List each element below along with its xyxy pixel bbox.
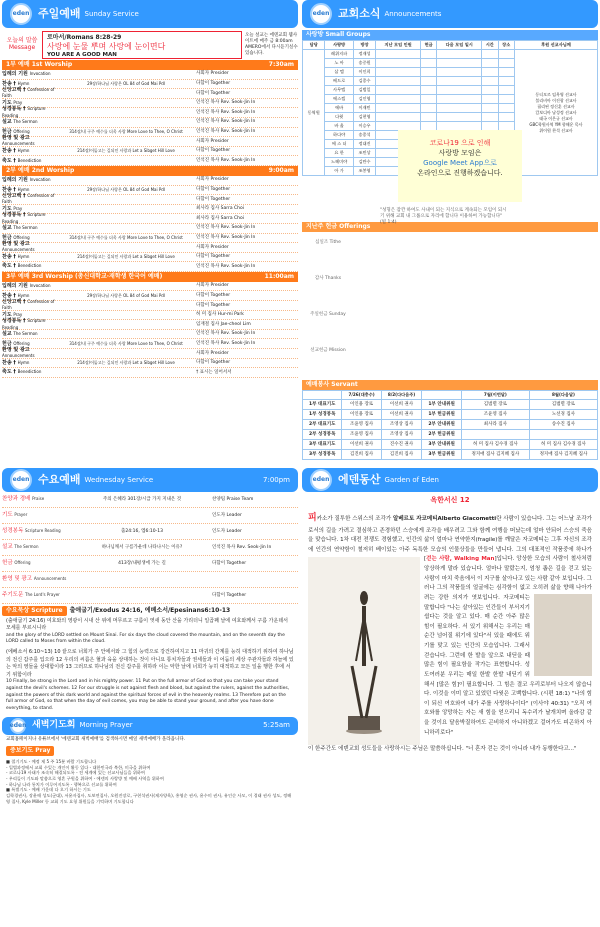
sg-head: 장소 — [498, 41, 514, 50]
order-row — [2, 195, 298, 205]
sunday-subtitle: Sunday Service — [84, 9, 139, 18]
wed-order-row — [2, 524, 298, 540]
prayer-line: - 하나님 나라 통치가 이루어지도록 - 행복으로 선교를 위하여 — [6, 781, 117, 787]
church-logo: eden — [10, 3, 32, 25]
sg-head: 방장 — [353, 41, 375, 50]
sculpture-photo — [534, 594, 592, 676]
servant-cell: 허 미 집사 김수경 집사 — [529, 440, 597, 450]
order-element: 기도 Pray — [2, 311, 23, 318]
sg-name: 에바 — [325, 104, 353, 113]
left-column — [2, 0, 298, 378]
wednesday-title: 수요예배 — [38, 473, 81, 487]
prayer-line: - 코로나19 사태가 조속히 해결되도록 - 전 세계에 있는 선교사님들을 위하여 — [6, 770, 145, 776]
sg-lead: 김만수 — [353, 158, 375, 167]
wednesday-time: 7:00pm — [263, 475, 290, 484]
wed-order-row — [2, 540, 298, 556]
sg-name: 느헤미야 — [325, 158, 353, 167]
order-element: 축도 † Benediction — [2, 157, 42, 164]
sg-lead: 김현영 — [353, 113, 375, 122]
order-element: 찬송 † Hymn — [2, 253, 30, 260]
sg-lead: 김종수 — [353, 77, 375, 86]
sg-lead: 조민상 — [353, 149, 375, 158]
order-row — [2, 118, 298, 128]
sg-lead: 조봉영 — [353, 167, 375, 176]
wed-order-element: 찬양과 경배 Praise — [2, 496, 45, 503]
order-detail: 314장/내 구주 예수를 더욱 사랑 More Love to Thee, O Christ — [69, 128, 183, 134]
order-element: 축도 † Benediction — [2, 369, 42, 376]
order-element: 찬송 † Hymn — [2, 186, 30, 193]
sg-name: 노 아 — [325, 59, 353, 68]
servant-cell: 3부 헌금위원 — [422, 450, 461, 460]
servant-cell: 1부 헌금위원 — [422, 410, 461, 420]
covid-notice: 코로나19 으로 인해 사랑방 모임은 Google Meet App으로 온라인으로 진행하겠습니다. — [398, 130, 522, 202]
order-person: 사회자 Presider — [196, 138, 229, 144]
sg-lead: 김인영 — [353, 95, 375, 104]
sg-lead: 송중원 — [353, 59, 375, 68]
worship2-header — [2, 166, 298, 176]
servant-cell — [529, 430, 597, 440]
order-element: 찬송 † Hymn — [2, 147, 30, 154]
message-ref: 로마서/Romans 8:28-29 — [47, 34, 122, 41]
order-element: 설교 The Sermon — [2, 119, 38, 126]
wed-order-element: 주기도문 The Lord's Prayer — [2, 592, 60, 599]
order-row — [2, 137, 298, 147]
sg-name: 삼 엘 — [325, 68, 353, 77]
offering-item: 선교헌금 Mission — [310, 348, 346, 353]
order-element: 환영 및 광고 Announcements — [2, 347, 35, 359]
order-row — [2, 262, 298, 272]
order-person: 인석진 목사 Rev. Seok-Jin In — [196, 225, 256, 231]
wed-order-person: 인석진 목사 Rev. Seok-Jin In — [212, 544, 272, 550]
message-title-en: YOU ARE A GOOD MAN — [47, 51, 117, 58]
order-person: 사회자 Presider — [196, 350, 229, 356]
sg-group: 동역원 — [303, 50, 325, 176]
sg-lead: 이승우 — [353, 122, 375, 131]
servant-cell: 김진희 집사 — [342, 450, 381, 460]
order-element: 환영 및 광고 Announcements — [2, 241, 35, 253]
right-column — [302, 0, 598, 460]
sg-lead: 김범일 — [353, 86, 375, 95]
order-element: 성경봉독 † Scripture Reading — [2, 212, 46, 224]
servant-head — [422, 391, 461, 400]
garden-banner — [302, 468, 598, 492]
message-note: 오늘 설교는 에덴교회 웹사이트에 매주 금 8:00am AMERO에서 다시듣기실수 있습니다. — [245, 33, 298, 56]
order-element: 입례의 기원 Invocation — [2, 71, 51, 78]
servant-head: 7/26(대충수) — [342, 391, 381, 400]
order-person: 임재철 집사 Jae-cheol Lim — [196, 321, 251, 327]
wed-scripture-head — [2, 606, 298, 616]
wednesday-banner — [2, 468, 298, 492]
message-title-ko: 사랑에 눈물 뿌며 사랑에 눈이면다 — [47, 41, 166, 51]
sg-head: 헌금 — [420, 41, 436, 50]
order-element: 헌금 Offering — [2, 340, 30, 347]
servant-row — [303, 410, 598, 420]
offering-item: 감사 Thanks — [314, 276, 342, 281]
sg-lead: 이인희 — [353, 68, 375, 77]
order-detail: 214장/어둡고는 깊되인 사랑과 Let a Sibget Hill Love — [77, 148, 175, 154]
church-logo-3: eden — [10, 718, 26, 734]
order-row — [2, 108, 298, 118]
wed-order-row — [2, 588, 298, 604]
order-person: 인석진 목사 Rev. Seok-Jin In — [196, 129, 256, 135]
order-element: 신앙고백 † Confession of Faith — [2, 87, 55, 99]
sg-missions: 동티모르 임옥영 선교사 불리비아 이진광 선교사 필리핀 정신훈 선교사 캄보디아 남성정 선교사 태국 이은규 선교사 GBC학원사역 YM 향해운 목사 위이원 찬석 선교사 — [514, 50, 597, 176]
order-person: 인석진 목사 Rev. Seok-Jin In — [196, 109, 256, 115]
wed-order-element: 설교 The Sermon — [2, 544, 39, 551]
offering-item: 주일헌금 Sunday — [310, 312, 346, 317]
wed-scripture-label: 수요묵상 Scripture — [2, 606, 67, 616]
message-box — [2, 30, 298, 60]
order-person: 사회자 Presider — [196, 283, 229, 289]
wed-order-element: 환영 및 광고 Announcements — [2, 576, 67, 583]
order-detail: 214장/어둡고는 깊되인 사랑과 Let a Sibget Hill Love — [77, 359, 175, 365]
order-element: 찬송 † Hymn — [2, 80, 30, 87]
worship1-time: 7:30am — [268, 61, 294, 69]
servant-cell: 조윤영 집사 — [342, 430, 381, 440]
servant-row — [303, 440, 598, 450]
handwritten-note: "성형은 잠깐 하여도 사내이 되는 지식으로 계속되는 모임이 되시기 위해 교회 내 그룹으로 자리에 합니다 이용하여 가능합니다" (빌 1:4) — [380, 208, 507, 225]
wed-order-person: 인도자 Leader — [212, 528, 242, 534]
sg-lead: 이재민 — [353, 104, 375, 113]
order-row — [2, 349, 298, 359]
order-person: 다함이 Together — [196, 90, 231, 96]
wed-order-element: 헌금 Offering — [2, 560, 31, 567]
servant-cell — [461, 430, 529, 440]
order-row — [2, 156, 298, 166]
order-element: 신앙고백 † Confession of Faith — [2, 299, 55, 311]
morning-banner — [2, 717, 298, 735]
order-element: 입례의 기원 Invocation — [2, 177, 51, 184]
worship1-header — [2, 60, 298, 70]
garden-section — [302, 468, 598, 757]
sg-name: 레위지파 — [325, 50, 353, 59]
order-element: 축도 † Benediction — [2, 263, 42, 270]
servant-head: 7월(이번달) — [461, 391, 529, 400]
servant-cell: 2부 안내위원 — [422, 420, 461, 430]
announce-banner — [302, 0, 598, 28]
order-row — [2, 368, 298, 378]
order-person: 사회자 Presider — [196, 71, 229, 77]
order-person: 다함이 Together — [196, 196, 231, 202]
order-person: 허 미 집사 Hur-mi Park — [196, 312, 244, 318]
servant-cell: 조영상 집사 — [381, 430, 422, 440]
servant-cell: 2부 성경봉독 — [303, 430, 342, 440]
servant-cell: 1부 대표기도 — [303, 400, 342, 410]
wed-order-person: 인도자 Leader — [212, 512, 242, 518]
servant-cell: 허 미 집사 김수경 집사 — [461, 440, 529, 450]
wednesday-subtitle: Wednesday Service — [84, 475, 154, 484]
order-element: 기도 Pray — [2, 205, 23, 212]
order-element: 환영 및 광고 Announcements — [2, 135, 35, 147]
order-person: 인석진 목사 Rev. Seok-Jin In — [196, 340, 256, 346]
servant-cell: 이선희 권사 — [381, 400, 422, 410]
order-person: 인석진 목사 Rev. Seok-Jin In — [196, 234, 256, 240]
sg-head: 사랑방 — [325, 41, 353, 50]
servant-cell: 진수진 권사 — [381, 440, 422, 450]
order-person: 다함이 Together — [196, 148, 231, 154]
order-element: 신앙고백 † Confession of Faith — [2, 193, 55, 205]
wed-order-person: 다함이 Together — [212, 560, 247, 566]
servant-cell: 2부 대표기도 — [303, 420, 342, 430]
small-groups-label: 사랑방 Small Groups — [302, 30, 598, 40]
sg-head: 담당 — [303, 41, 325, 50]
order-person: 다함이 Together — [196, 292, 231, 298]
wed-order-element: 기도 Prayer — [2, 512, 28, 519]
servant-head: 8/2(다다음주) — [381, 391, 422, 400]
sg-lead: 정재성 — [353, 50, 375, 59]
order-person: 인석진 목사 Rev. Seok-Jin In — [196, 331, 256, 337]
servant-cell: 노선경 집사 — [529, 410, 597, 420]
order-row — [2, 224, 298, 234]
prayer-line: ■ 절기기도 - 예정 제 5 주 15분 바람 기도합니다 — [6, 758, 97, 764]
sg-lead: 정대진 — [353, 140, 375, 149]
order-element: 성경봉독 † Scripture Reading — [2, 106, 46, 118]
prayer-label: 중보기도 Pray — [6, 746, 54, 756]
servant-row — [303, 400, 598, 410]
servant-cell: 3부 안내위원 — [422, 440, 461, 450]
order-element: 설교 The Sermon — [2, 225, 38, 232]
morning-time: 5:25am — [263, 721, 290, 730]
walking-man-image — [308, 557, 420, 745]
wed-order-detail: 413장/내평생에 가는 길 — [118, 560, 166, 566]
order-element: 찬송 † Hymn — [2, 359, 30, 366]
church-logo-5: eden — [310, 469, 332, 491]
order-detail: 29장/하나님 사랑은 OL 84 of God Mai Pdl — [87, 186, 165, 192]
sg-row — [303, 50, 598, 59]
sg-head: 지난 모임 인원 — [376, 41, 421, 50]
garden-chapter: 옥한서신 12 — [430, 496, 470, 504]
order-element: 찬송 † Hymn — [2, 292, 30, 299]
small-groups — [302, 40, 598, 225]
order-person: 다함이 Together — [196, 302, 231, 308]
servant-cell: 조윤영 집사 — [461, 410, 529, 420]
offerings — [302, 232, 598, 380]
wed-order-detail: 출24:16, 엡6:10-13 — [121, 528, 163, 534]
sg-name: 에스겔 — [325, 95, 353, 104]
order-element: 설교 The Sermon — [2, 331, 38, 338]
morning-title: 새벽기도회 — [32, 720, 76, 731]
servant-cell: 이선희 권사 — [342, 440, 381, 450]
order-row — [2, 70, 298, 80]
message-main — [42, 31, 242, 59]
order-row — [2, 214, 298, 224]
sg-head: 후원 선교사님께 — [514, 41, 597, 50]
announce-subtitle: Announcements — [384, 9, 442, 18]
servant-row — [303, 420, 598, 430]
servant-cell: 정지애 집사 김지혜 집사 — [529, 450, 597, 460]
order-row — [2, 147, 298, 157]
garden-text: 피카소가 질투한 스위스의 조각가 알베르토 자코메티Alberto Giacometti란 사람이 있습니다. 그는 어느날 조각가로서의 길을 가려고 결심하고 존경하던 스승에게 조각을 배우려고 그와 함께 여행을 떠났는데 얼마 안되어 스승의 죽음을 맞습니다. 1차 대전 전쟁도 경험했고, 인간의 삶이 얼마나 연약한지(fragile)를 깨달은 자코메티는 그후 자신의 조각에 인간의 연약함이 철저히 베이있는 아주 독특한 모습의 인물상들을 만들어 냅니다. 그의 대표적인 작품중에 하나가 [걷는 사람, Walking Man]입니다. 앙상한 모습의 사람이 철사처럼 앙상하게 말라 있습니다. 얼마나 말랐는지, 엄청 좁은 길을 걷고 있는 사람이 마치 죽음에서 이 지구를 살아나고 있는 사람 같아 보입니다. 그러나 그의 작품들의 얼굴에는 심각함이 없고 오히려 삶을 향해 나아가려는 강한 의지가 엿보입니다. 자코메티는 말합니다 "나는 살아있는 인간들이 부서지기 쉽다는 것을 알고 있다. 매 순간 아주 많은 힘이 필요하다. 서 있기 위해서는 우리는 매순간 넘어질 위기에 있다"서 있을 때에도 위기를 맞고 있는 인간의 모습입니다. 그래서 걷습니다. 그런데 한 발을 앞으로 내딛을 때 많은 힘이 필요함을 작가는 표현합니다. 성도여러분 우리는 매일 한발 한발 내딛기 위해서 [많은 힘]이 필요합니다. 그 힘은 결코 우리로부터 나오지 않습니다. 이것을 이미 알고 있었던 다윗은 고백합니다. (시편 18:1) "나의 힘이 되신 여호와여 내가 주를 사랑하나이다" (이사야 40:31) "오직 여호와를 앙망하는 자는 새 힘을 얻으리니 독수리가 날개치며 올라감 같을 것이요 달음박질하여도 곤비하지 아니하겠고 걸어가도 피곤하지 아니하리로다" 이 한주간도 에덴교회 성도들을 사랑하시는 주님은 말씀하십니다. "너 혼자 걷는 것이 아니라 내가 동행한다고..." — [308, 512, 592, 753]
wed-order-detail: 하나님께서 구름가운데 나타나시는 이유? — [101, 544, 183, 550]
sg-name: 베드로 — [325, 77, 353, 86]
left-bottom — [2, 468, 298, 805]
servant-cell: 김범렬 장로 — [529, 400, 597, 410]
order-person: † 표시는 일어서서 — [196, 369, 232, 375]
wed-scripture-ref: 출애굽기/Exodus 24:16, 에베소서/Epesinans6:10-13 — [69, 607, 231, 614]
order-person: 다함이 Together — [196, 254, 231, 260]
offering-item: 십일조 Tithe — [315, 240, 341, 245]
morning-subtitle: Morning Prayer — [79, 721, 133, 730]
servant-cell: 이선희 권사 — [381, 410, 422, 420]
order-person: 최사라 집사 Sarra Choi — [196, 215, 245, 221]
sg-head: 시간 — [482, 41, 498, 50]
order-row — [2, 282, 298, 292]
servant-row — [303, 430, 598, 440]
worship1-title: 1부 예배 1st Worship — [6, 61, 73, 69]
worship2-time: 9:00am — [268, 167, 294, 175]
offerings-label: 지난주 헌금 Offerings — [302, 222, 598, 232]
order-detail: 29장/하나님 사랑은 OL 84 of God Mai Pdl — [87, 292, 165, 298]
servant-cell: 송수진 집사 — [529, 420, 597, 430]
sg-name: 바 울 — [325, 122, 353, 131]
servant-cell: 김범렬 장로 — [461, 400, 529, 410]
wed-order-row — [2, 556, 298, 572]
servant-row — [303, 450, 598, 460]
servant-head: 8월(다음달) — [529, 391, 597, 400]
order-detail: 314장/내 구주 예수를 더욱 사랑 More Love to Thee, O Christ — [69, 234, 183, 240]
sg-lead: 송종석 — [353, 131, 375, 140]
servant-cell: 조영상 집사 — [381, 420, 422, 430]
servant-cell: 조윤영 집사 — [342, 420, 381, 430]
servant-cell: 1부 안내위원 — [422, 400, 461, 410]
order-row — [2, 243, 298, 253]
order-row — [2, 301, 298, 311]
order-element: 헌금 Offering — [2, 128, 30, 135]
order-row — [2, 320, 298, 330]
message-label: 오늘의 말씀 Message — [6, 37, 38, 51]
garden-subtitle: Garden of Eden — [384, 475, 439, 484]
order-element: 헌금 Offering — [2, 234, 30, 241]
order-detail: 29장/하나님 사랑은 OL 84 of God Mai Pdl — [87, 80, 165, 86]
order-row — [2, 330, 298, 340]
order-row — [2, 359, 298, 369]
order-person: 사회자 Presider — [196, 244, 229, 250]
servant-label: 예배봉사 Servant — [302, 380, 598, 390]
sg-name: 하다야 — [325, 131, 353, 140]
church-logo-4: eden — [310, 3, 332, 25]
order-person: 인석진 목사 Rev. Seok-Jin In — [196, 157, 256, 163]
prayer-line: - 우리들이 기도와 말씀으로 영혼 구원을 위하여 - 에덴의 사랑방 및 예배 사역을 위하여 — [6, 775, 164, 781]
order-element: 입례의 기원 Invocation — [2, 283, 51, 290]
servant-cell: 정지애 집사 김지혜 집사 — [461, 450, 529, 460]
servant-cell: 최사라 집사 — [461, 420, 529, 430]
order-person: 다함이 Together — [196, 360, 231, 366]
servant-cell: 2부 헌금위원 — [422, 430, 461, 440]
wed-order-detail: 주의 은혜라 301장/시급 가지 지내온 것 — [102, 496, 182, 502]
order-person: 최사라 집사 Sarra Choi — [196, 206, 245, 212]
announce-title: 교회소식 — [338, 7, 381, 21]
order-row — [2, 253, 298, 263]
servant-cell: 3부 성경봉독 — [303, 450, 342, 460]
order-person: 사회자 Presider — [196, 177, 229, 183]
prayer-line: ■ 특별기도 - 예배 가운데 다 오기 하시는 기도 — [6, 787, 91, 793]
servant-head — [303, 391, 342, 400]
servant-cell: 이인용 장로 — [342, 410, 381, 420]
order-person: 인석진 목사 Rev. Seok-Jin In — [196, 263, 256, 269]
sg-name: 에 스 더 — [325, 140, 353, 149]
garden-title: 에덴동산 — [338, 473, 381, 487]
worship3-header — [2, 272, 298, 282]
worship2-title: 2부 예배 2nd Worship — [6, 167, 75, 175]
wed-order-person: 다함이 Together — [212, 592, 247, 598]
servant-cell: 이인용 장로 — [342, 400, 381, 410]
sg-name: 사무엘 — [325, 86, 353, 95]
wed-scripture-text: (출애굽기 24:16) 여호와의 영광이 시내 산 위에 머무르고 구름이 엿새 동안 산을 가리더니 일곱째 날에 여호와께서 구름 가운데서 모세를 부르시니라 and the glory of the LORD settled on Mount Sinai. For six days the cloud covered the mountain, and on the seventh day the LORD called to Moses from within the cloud. (에베소서 6:10~13) 10 끝으로 너희가 주 안에서와 그 힘의 능력으로 강건하여지고 11 마귀의 간계를 능히 대적하기 위하여 하나님의 전신 갑주를 입으라 12 우리의 씨름은 혈과 육을 상대하는 것이 아니요 통치자들과 권세들과 이 어둠의 세상 주관자들과 하늘에 있는 악의 영들을 상대함이라 13 그러므로 하나님의 전신 갑주를 취하라 이는 악한 날에 너희가 능히 대적하고 모든 일을 행한 후에 서기 위함이라 10 Finally, be strong in the Lord and in his mighty power. 11 Put on the full armor of God so that you can take your stand against the devil's schemes. 12 For our struggle is not against flesh and blood, but against the rulers, against the authorities, against the powers of this dark world and against the spiritual forces of evil in the heavenly realms. 13 Therefore put on the full armor of God, so that when the day of evil comes, you may be able to stand your ground, and after you have done everything, to stand. — [6, 617, 294, 711]
worship3-title: 3부 예배 3rd Worship (총신대학교·재학생 한국어 예배) — [6, 273, 163, 281]
prayer-line: 김학경권사, 장윤애 성도(군대), 서윤자집사, 도보연집사, 오원진장로, 구현석권사(제자양육), 홍영순 권사, 윤수미 권사, 유인순 사모, 이 경태 권사 성도, 정해 영 집사, Kyle Miller 등 교회 기도 요청 위원들을 기억하며 기도합니다 — [6, 792, 292, 804]
sunday-title: 주일예배 — [38, 7, 81, 21]
morning-note: 교회홈페이지나 유튜브에서 '에덴교회 새벽예배'를 검색하시면 매일 새벽예배가 올라옵니다. — [6, 736, 186, 742]
wed-order-row — [2, 492, 298, 508]
worship3-time: 11:00am — [264, 273, 294, 281]
order-person: 인석진 목사 Rev. Seok-Jin In — [196, 100, 256, 106]
wed-order-element: 성경봉독 Scripture Reading — [2, 528, 61, 535]
sunday-banner — [2, 0, 298, 28]
order-row — [2, 89, 298, 99]
order-person: 인석진 목사 Rev. Seok-Jin In — [196, 119, 256, 125]
wed-order-row — [2, 572, 298, 588]
servant-cell: 1부 성경봉독 — [303, 410, 342, 420]
servant-table — [302, 390, 598, 460]
order-detail: 214장/어둡고는 깊되인 사랑과 Let a Sibget Hill Love — [77, 253, 175, 259]
order-row — [2, 176, 298, 186]
servant-cell: 김진희 집사 — [381, 450, 422, 460]
church-logo-2: eden — [10, 469, 32, 491]
wed-order-person: 찬양팀 Praise Team — [212, 496, 254, 502]
sg-name: 다윗 — [325, 113, 353, 122]
sg-head: 다음 모임 일시 — [437, 41, 482, 50]
wed-order-row — [2, 508, 298, 524]
order-detail: 314장/내 구주 예수를 더욱 사랑 More Love to Thee, O Christ — [69, 340, 183, 346]
prayer-list — [2, 758, 298, 805]
sg-name: 아 가 — [325, 167, 353, 176]
order-person: 다함이 Together — [196, 187, 231, 193]
sg-name: 요 한 — [325, 149, 353, 158]
servant-cell: 3부 대표기도 — [303, 440, 342, 450]
prayer-line: - 입법과정에서 교회 수있는 개인이 활동 있다 - 대한민국과 북한, 미국을 위하여 — [6, 764, 151, 770]
order-person: 다함이 Together — [196, 81, 231, 87]
order-element: 기도 Pray — [2, 99, 23, 106]
order-element: 성경봉독 † Scripture Reading — [2, 318, 46, 330]
